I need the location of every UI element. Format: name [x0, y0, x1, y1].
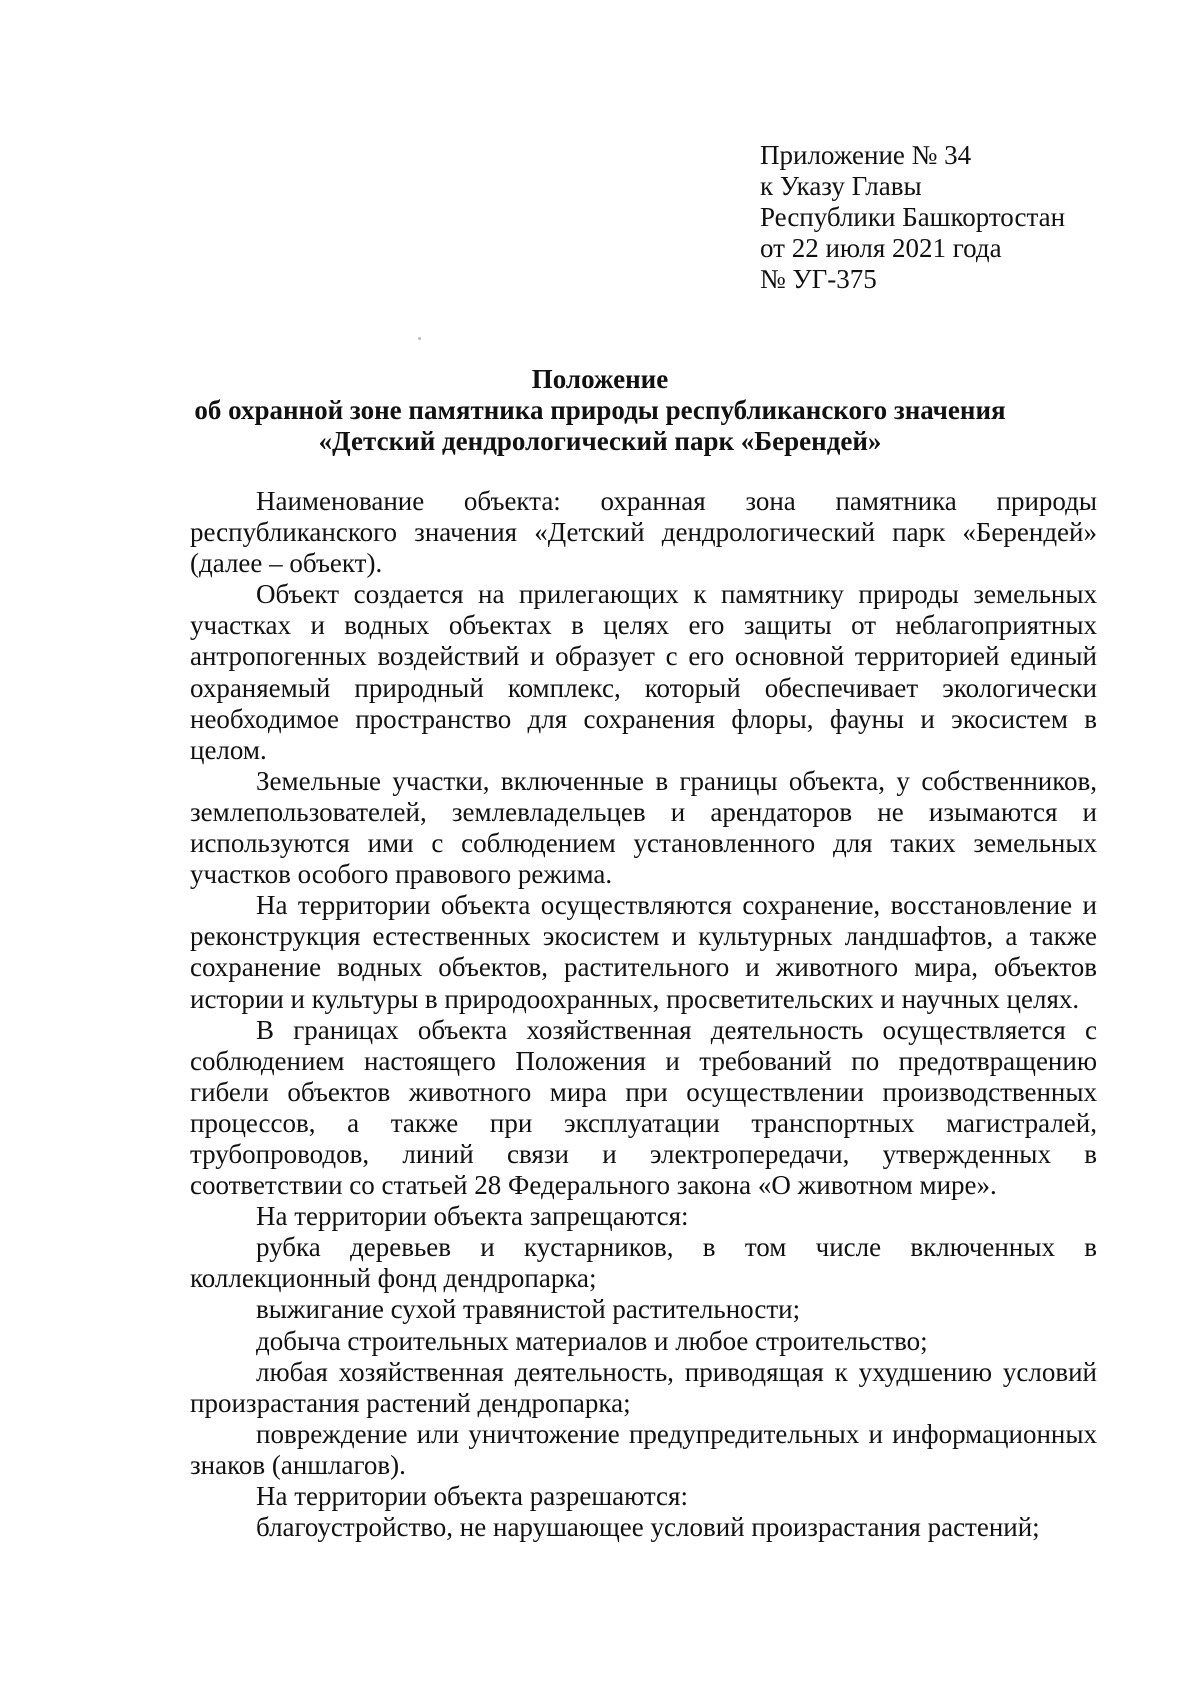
paragraph-prohibited-heading: На территории объекта запрещаются:: [256, 1201, 689, 1232]
paragraph-activities: На территории объекта осуществляются сохранение, восстановление и реконструкция естественных экосистем и культурных ландшафтов, а также сохранение водных объектов, растительного и животного мира, объектов истории и культуры в природоохранных, просветительских и научных целях.: [190, 890, 1097, 1014]
list-item-prohibited: выжигание сухой травянистой растительности;: [256, 1294, 801, 1325]
paragraph-purpose: Объект создается на прилегающих к памятнику природы земельных участках и водных объектах в целях его защиты от неблагоприятных антропогенных воздействий и образует с его основной территорией единый охраняемый природный комплекс, который обеспечивает экологически необходимое пространство для сохранения флоры, фауны и экосистем в целом.: [190, 579, 1097, 765]
annex-republic: Республики Башкортостан: [760, 202, 1066, 232]
annex-number: Приложение № 34: [760, 140, 972, 170]
title-line-3: «Детский дендрологический парк «Берендей»: [318, 426, 882, 456]
list-item-prohibited: повреждение или уничтожение предупредительных и информационных знаков (аншлагов).: [190, 1418, 1097, 1480]
paragraph-permitted-heading: На территории объекта разрешаются:: [256, 1481, 688, 1511]
paragraph-object-name: Наименование объекта: охранная зона памятника природы республиканского значения «Детский дендрологический парк «Берендей» (далее – объект).: [190, 486, 1097, 579]
list-item-permitted: благоустройство, не нарушающее условий произрастания растений;: [256, 1512, 1040, 1543]
document-body: [190, 486, 1097, 1543]
list-item-prohibited: любая хозяйственная деятельность, приводящая к ухудшению условий произрастания растений дендропарка;: [190, 1356, 1097, 1418]
annex-header: [760, 140, 1065, 295]
paragraph-economic-activity: В границах объекта хозяйственная деятельность осуществляется с соблюдением настоящего Положения и требований по предотвращению гибели объектов животного мира при осуществлении производственных процессов, а также при эксплуатации транспортных магистралей, трубопроводов, линий связи и электропередачи, утвержденных в соответствии со статьей 28 Федерального закона «О животном мире».: [190, 1014, 1097, 1201]
paragraph-land-plots: Земельные участки, включенные в границы объекта, у собственников, землепользователей, землевладельцев и арендаторов не изымаются и используются ими с соблюдением установленного для таких земельных участков особого правового режима.: [190, 765, 1097, 890]
document-title: [150, 364, 1050, 457]
title-line-2: об охранной зоне памятника природы республиканского значения: [194, 395, 1006, 425]
annex-date: от 22 июля 2021 года: [760, 233, 1002, 263]
annex-decree-number: № УГ-375: [760, 264, 877, 294]
list-item-prohibited: добыча строительных материалов и любое строительство;: [256, 1325, 928, 1356]
title-line-1: Положение: [531, 364, 669, 394]
annex-decree-ref: к Указу Главы: [760, 171, 922, 201]
scan-speck: [418, 337, 421, 340]
list-item-prohibited: рубка деревьев и кустарников, в том числе включенных в коллекционный фонд дендропарка;: [190, 1232, 1097, 1294]
